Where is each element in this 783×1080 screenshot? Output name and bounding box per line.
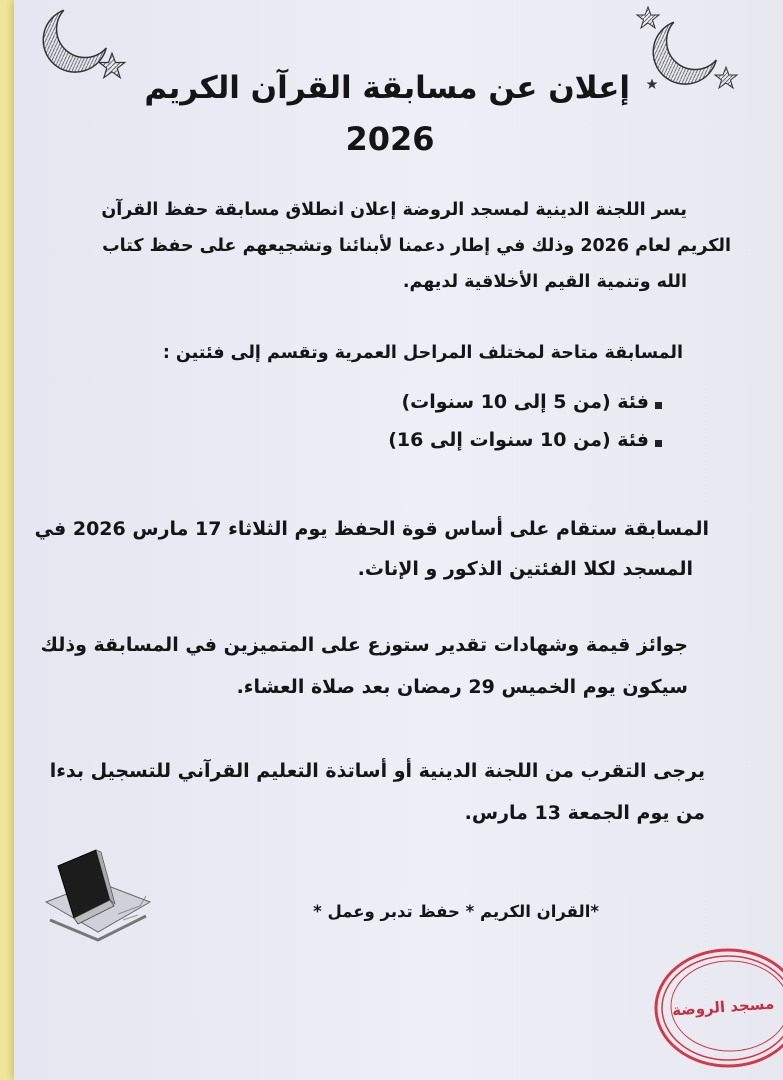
stamp-text: مسجد الروضة	[671, 994, 775, 1020]
intro-line: يسر اللجنة الدينية لمسجد الروضة إعلان انطلاق مسابقة حفظ القرآن	[101, 200, 687, 220]
star-icon	[646, 78, 658, 90]
categories-intro: المسابقة متاحة لمختلف المراحل العمرية وتقسم إلى فئتين :	[162, 343, 683, 363]
schedule-line: المسابقة ستقام على أساس قوة الحفظ يوم الثلاثاء 17 مارس 2026 في	[34, 518, 709, 540]
category-item: فئة (من 5 إلى 10 سنوات)	[401, 391, 649, 413]
star-icon	[98, 52, 126, 80]
announcement-title: إعلان عن مسابقة القرآن الكريم	[144, 70, 630, 106]
schedule-line: المسجد لكلا الفئتين الذكور و الإناث.	[357, 558, 693, 580]
prizes-line: سيكون يوم الخميس 29 رمضان بعد صلاة العشاء.	[236, 676, 688, 698]
intro-line: الله وتنمية القيم الأخلاقية لديهم.	[402, 272, 687, 292]
bullet	[655, 402, 662, 409]
star-icon	[714, 66, 738, 90]
registration-line: من يوم الجمعة 13 مارس.	[464, 802, 705, 824]
announcement-year: 2026	[345, 120, 435, 158]
prizes-line: جوائز قيمة وشهادات تقدير ستوزع على المتميزين في المسابقة وذلك	[40, 634, 688, 656]
bullet	[655, 440, 662, 447]
category-item: فئة (من 10 سنوات إلى 16)	[388, 429, 649, 451]
registration-line: يرجى التقرب من اللجنة الدينية أو أساتذة التعليم القرآني للتسجيل بدءا	[49, 760, 705, 782]
intro-line: الكريم لعام 2026 وذلك في إطار دعمنا لأبنائنا وتشجيعهم على حفظ كتاب	[102, 236, 731, 256]
quran-on-stand-icon	[38, 836, 158, 946]
slogan: *القران الكريم * حفظ تدبر وعمل *	[313, 902, 599, 921]
